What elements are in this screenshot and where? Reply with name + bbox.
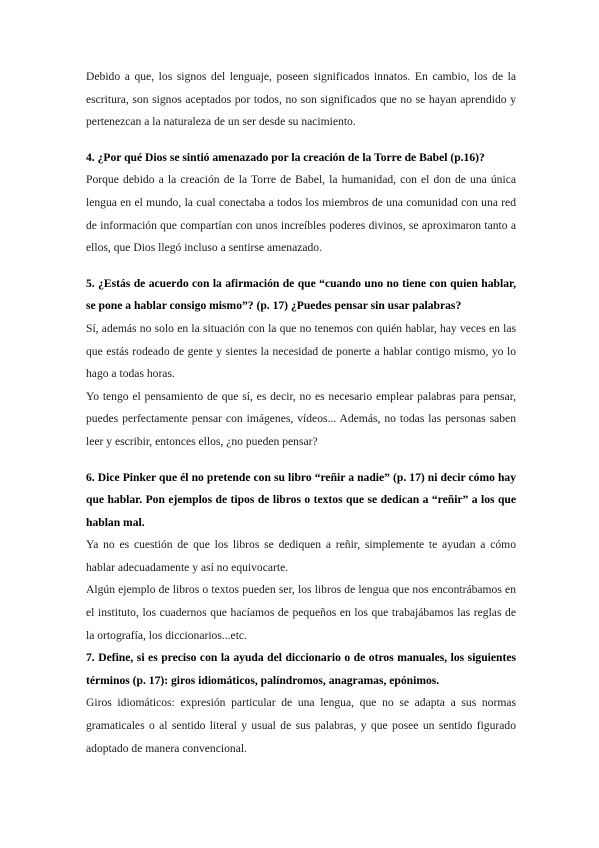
- question-7-heading: 7. Define, si es preciso con la ayuda del diccionario o de otros manuales, los siguientes términos (p. 17): giros idiomáticos, palíndromos, anagramas, epónimos.: [86, 651, 516, 687]
- question-5-answer-1: Sí, además no solo en la situación con la que no tenemos con quién hablar, hay veces en las que estás rodeado de gente y sientes la necesidad de ponerte a hablar contigo mismo, yo lo hago a todas horas.: [86, 321, 516, 381]
- question-6-answer-1: Ya no es cuestión de que los libros se dediquen a reñir, simplemente te ayudan a cómo hablar adecuadamente y así no equivocarte.: [86, 538, 516, 574]
- question-4-heading: 4. ¿Por qué Dios se sintió amenazado por la creación de la Torre de Babel (p.16)?: [86, 150, 485, 164]
- question-6-answer-2: Algún ejemplo de libros o textos pueden ser, los libros de lengua que nos encontrábamos en el instituto, los cuadernos que hacíamos de pequeños en los que trabajábamos las reglas de la ortografía, los diccionarios...etc.: [86, 583, 516, 642]
- question-5-answer-2: Yo tengo el pensamiento de que sí, es decir, no es necesario emplear palabras para pensar, puedes perfectamente pensar con imágenes, vídeos... Además, no todas las personas saben leer y escribir, entonces ellos, ¿no pueden pensar?: [86, 389, 516, 448]
- question-5-heading: 5. ¿Estás de acuerdo con la afirmación de que “cuando uno no tiene con quien hablar, se pone a hablar consigo mismo”? (p. 17) ¿Puedes pensar sin usar palabras?: [86, 276, 516, 313]
- document-page: [86, 66, 516, 760]
- question-7-answer: Giros idiomáticos: expresión particular de una lengua, que no se adapta a sus normas gramaticales o al sentido literal y usual de sus palabras, y que posee un sentido figurado adoptado de manera convencional.: [86, 696, 516, 755]
- question-4-answer: Porque debido a la creación de la Torre de Babel, la humanidad, con el don de una única lengua en el mundo, la cual conectaba a todos los miembros de una comunidad con una red de información que compartían con unos increíbles poderes divinos, se aproximaron tanto a ellos, que Dios llegó incluso a sentirse amenazado.: [86, 173, 516, 255]
- question-6-heading: 6. Dice Pinker que él no pretende con su libro “reñir a nadie” (p. 17) ni decir cómo hay que hablar. Pon ejemplos de tipos de libros o textos que se dedican a “reñir” a los que hablan mal.: [86, 470, 516, 529]
- intro-paragraph: Debido a que, los signos del lenguaje, poseen significados innatos. En cambio, los de la escritura, son signos aceptados por todos, no son significados que no se hayan aprendido y pertenezcan a la naturaleza de un ser desde su nacimiento.: [86, 70, 516, 129]
